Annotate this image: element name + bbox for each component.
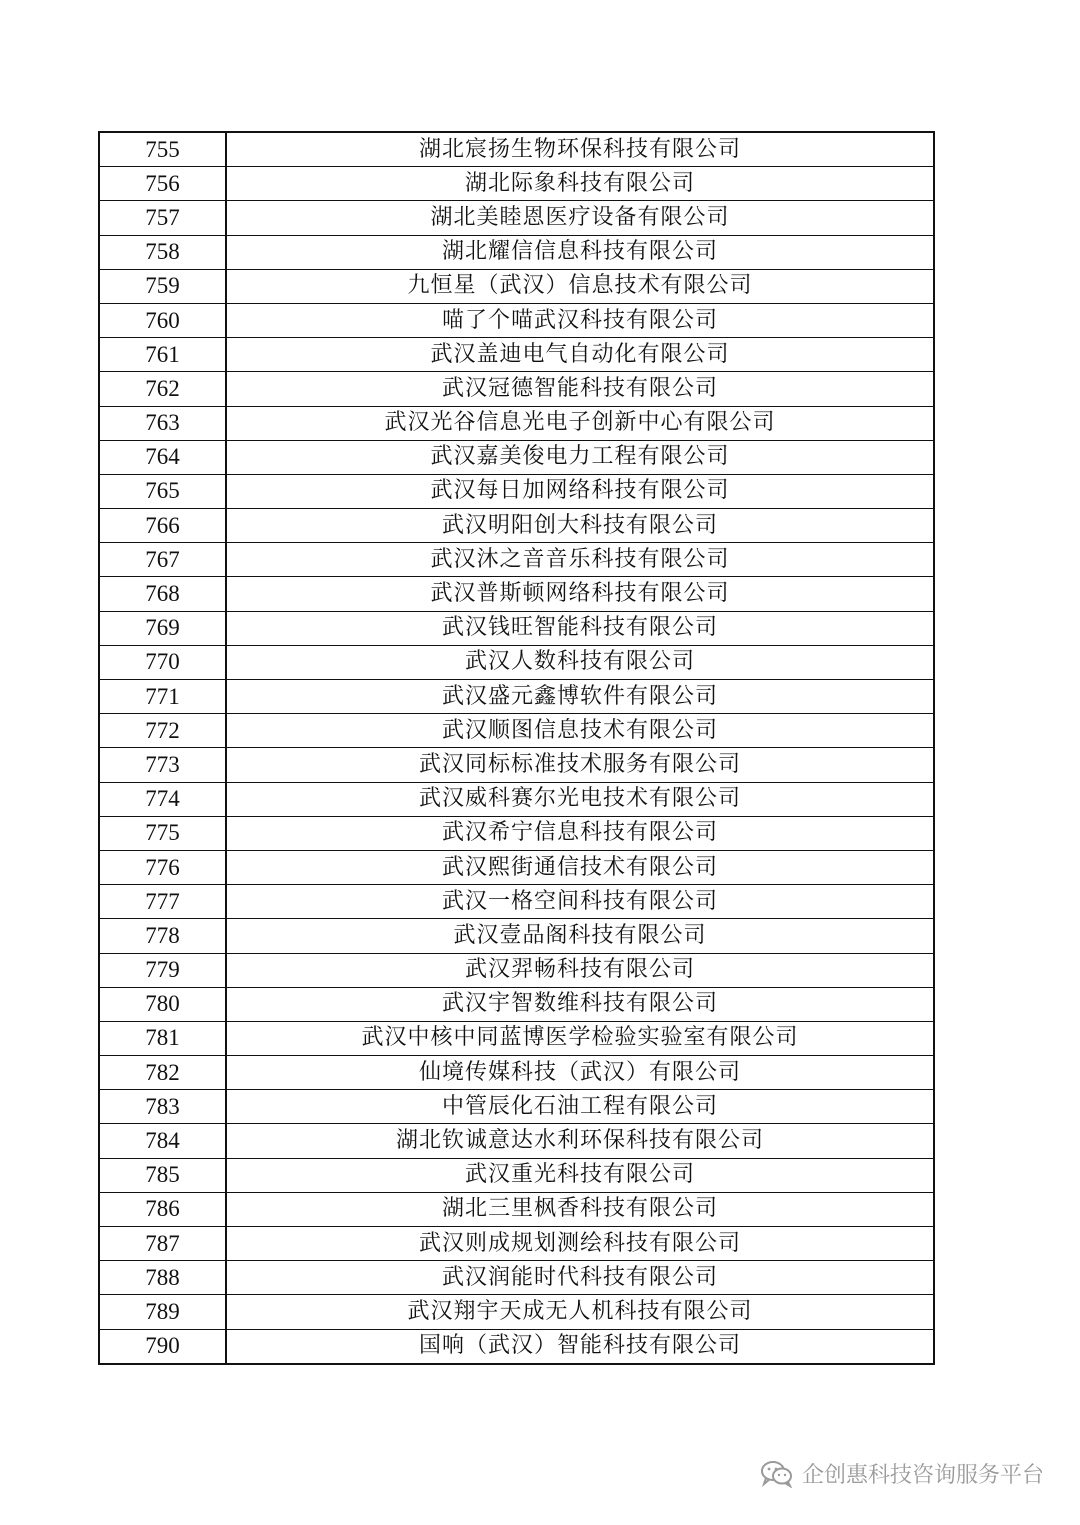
table-row	[99, 953, 934, 987]
table-row	[99, 680, 934, 714]
table-row	[99, 509, 934, 543]
table-row	[99, 1124, 934, 1158]
table-row	[99, 885, 934, 919]
company-name: 武汉壹品阁科技有限公司	[226, 919, 934, 953]
row-number: 767	[99, 543, 226, 577]
table-row	[99, 406, 934, 440]
company-name: 武汉一格空间科技有限公司	[226, 885, 934, 919]
row-number: 790	[99, 1329, 226, 1364]
company-name: 武汉盖迪电气自动化有限公司	[226, 338, 934, 372]
row-number: 783	[99, 1090, 226, 1124]
company-name: 中管辰化石油工程有限公司	[226, 1090, 934, 1124]
company-name: 武汉熙街通信技术有限公司	[226, 850, 934, 884]
table-row	[99, 440, 934, 474]
row-number: 766	[99, 509, 226, 543]
company-name: 武汉则成规划测绘科技有限公司	[226, 1227, 934, 1261]
company-name: 武汉嘉美俊电力工程有限公司	[226, 440, 934, 474]
wechat-icon	[760, 1460, 794, 1488]
table-row	[99, 1261, 934, 1295]
row-number: 757	[99, 201, 226, 235]
company-name: 武汉光谷信息光电子创新中心有限公司	[226, 406, 934, 440]
table-row	[99, 474, 934, 508]
company-name: 仙境传媒科技（武汉）有限公司	[226, 1056, 934, 1090]
table-row	[99, 201, 934, 235]
row-number: 761	[99, 338, 226, 372]
row-number: 786	[99, 1192, 226, 1226]
company-name: 武汉羿畅科技有限公司	[226, 953, 934, 987]
table-row	[99, 577, 934, 611]
company-name: 武汉翔宇天成无人机科技有限公司	[226, 1295, 934, 1329]
company-name: 武汉盛元鑫博软件有限公司	[226, 680, 934, 714]
row-number: 763	[99, 406, 226, 440]
company-name: 武汉沐之音音乐科技有限公司	[226, 543, 934, 577]
table-row	[99, 1227, 934, 1261]
row-number: 756	[99, 167, 226, 201]
row-number: 758	[99, 235, 226, 269]
table-row	[99, 611, 934, 645]
company-name: 武汉威科赛尔光电技术有限公司	[226, 782, 934, 816]
company-name: 武汉普斯顿网络科技有限公司	[226, 577, 934, 611]
watermark	[760, 1458, 1044, 1489]
row-number: 782	[99, 1056, 226, 1090]
company-name: 武汉明阳创大科技有限公司	[226, 509, 934, 543]
company-name: 湖北际象科技有限公司	[226, 167, 934, 201]
table-row	[99, 372, 934, 406]
company-name: 武汉中核中同蓝博医学检验实验室有限公司	[226, 1021, 934, 1055]
row-number: 778	[99, 919, 226, 953]
company-name: 武汉人数科技有限公司	[226, 645, 934, 679]
row-number: 785	[99, 1158, 226, 1192]
table-row	[99, 543, 934, 577]
row-number: 788	[99, 1261, 226, 1295]
row-number: 775	[99, 816, 226, 850]
table-row	[99, 919, 934, 953]
table-row	[99, 748, 934, 782]
table-row	[99, 167, 934, 201]
table-row	[99, 269, 934, 303]
row-number: 759	[99, 269, 226, 303]
company-name: 九恒星（武汉）信息技术有限公司	[226, 269, 934, 303]
row-number: 768	[99, 577, 226, 611]
row-number: 781	[99, 1021, 226, 1055]
row-number: 764	[99, 440, 226, 474]
table-body	[99, 132, 934, 1364]
company-name: 武汉同标标准技术服务有限公司	[226, 748, 934, 782]
table-row	[99, 132, 934, 167]
row-number: 789	[99, 1295, 226, 1329]
row-number: 779	[99, 953, 226, 987]
table-row	[99, 1021, 934, 1055]
row-number: 772	[99, 714, 226, 748]
row-number: 770	[99, 645, 226, 679]
row-number: 760	[99, 303, 226, 337]
company-name: 武汉钱旺智能科技有限公司	[226, 611, 934, 645]
row-number: 787	[99, 1227, 226, 1261]
company-name: 喵了个喵武汉科技有限公司	[226, 303, 934, 337]
company-name: 武汉重光科技有限公司	[226, 1158, 934, 1192]
row-number: 765	[99, 474, 226, 508]
row-number: 774	[99, 782, 226, 816]
table-row	[99, 645, 934, 679]
company-name: 国响（武汉）智能科技有限公司	[226, 1329, 934, 1364]
table-row	[99, 714, 934, 748]
company-name: 武汉顺图信息技术有限公司	[226, 714, 934, 748]
table-row	[99, 1090, 934, 1124]
row-number: 773	[99, 748, 226, 782]
row-number: 771	[99, 680, 226, 714]
company-name: 湖北钦诚意达水利环保科技有限公司	[226, 1124, 934, 1158]
watermark-text: 企创惠科技咨询服务平台	[801, 1463, 1044, 1488]
row-number: 755	[99, 132, 226, 167]
company-name: 武汉润能时代科技有限公司	[226, 1261, 934, 1295]
table-row	[99, 1056, 934, 1090]
company-name: 武汉希宁信息科技有限公司	[226, 816, 934, 850]
table-row	[99, 1192, 934, 1226]
company-name: 湖北美睦恩医疗设备有限公司	[226, 201, 934, 235]
table-row	[99, 816, 934, 850]
table-row	[99, 1295, 934, 1329]
company-name: 武汉冠德智能科技有限公司	[226, 372, 934, 406]
table-row	[99, 782, 934, 816]
table-row	[99, 850, 934, 884]
row-number: 780	[99, 987, 226, 1021]
row-number: 784	[99, 1124, 226, 1158]
row-number: 777	[99, 885, 226, 919]
company-name: 湖北耀信信息科技有限公司	[226, 235, 934, 269]
row-number: 776	[99, 850, 226, 884]
company-name: 湖北三里枫香科技有限公司	[226, 1192, 934, 1226]
company-name: 武汉每日加网络科技有限公司	[226, 474, 934, 508]
table-row	[99, 987, 934, 1021]
table-row	[99, 1158, 934, 1192]
table-row	[99, 303, 934, 337]
company-name: 湖北宸扬生物环保科技有限公司	[226, 132, 934, 167]
row-number: 762	[99, 372, 226, 406]
table-row	[99, 338, 934, 372]
table-row	[99, 1329, 934, 1364]
company-list-table	[98, 131, 935, 1365]
company-name: 武汉宇智数维科技有限公司	[226, 987, 934, 1021]
table-row	[99, 235, 934, 269]
row-number: 769	[99, 611, 226, 645]
